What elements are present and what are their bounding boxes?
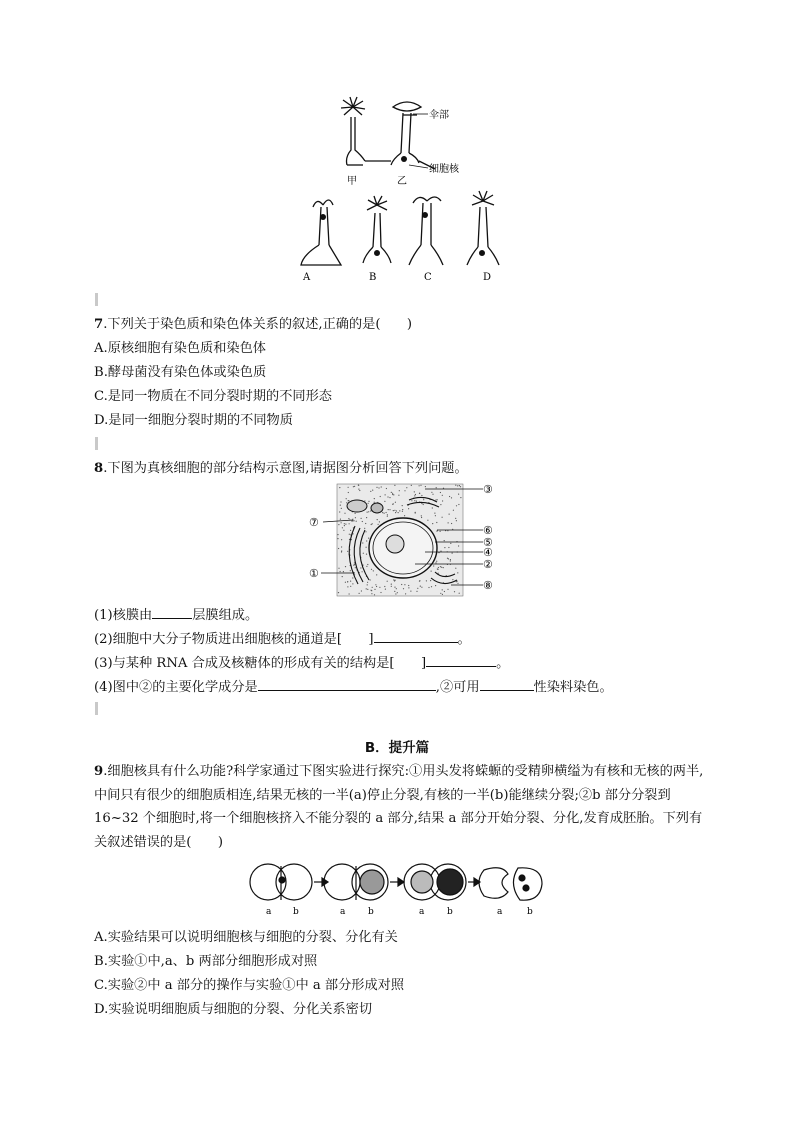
label-b: b (447, 907, 453, 917)
q9-option-b: B.实验①中,a、b 两部分细胞形成对照 (94, 954, 318, 969)
stem-text: .下列关于染色质和染色体关系的叙述,正确的是( ) (103, 317, 412, 332)
fig-label-8: ⑧ (483, 579, 493, 592)
option-label-d: D (483, 272, 492, 283)
label-jia: 甲 (347, 176, 357, 187)
question-9-stem (94, 760, 704, 854)
question-7-stem (94, 316, 412, 334)
label-a: a (419, 907, 425, 917)
newt-egg-experiment-figure (246, 862, 548, 918)
sub-text: 性染料染色。 (533, 680, 613, 695)
label-a: a (340, 907, 346, 917)
label-nucleus: 细胞核 (429, 164, 459, 175)
answer-blank[interactable] (480, 677, 534, 691)
stem-text: .下图为真核细胞的部分结构示意图,请据图分析回答下列问题。 (103, 461, 468, 476)
label-yi: 乙 (397, 176, 407, 187)
margin-marker (95, 702, 98, 715)
q8-sub-3 (94, 653, 509, 673)
q9-option-d: D.实验说明细胞质与细胞的分裂、分化关系密切 (94, 1002, 373, 1017)
q8-sub-1 (94, 605, 258, 625)
question-number: 7 (94, 317, 104, 332)
fig-label-5: ⑤ (483, 536, 493, 549)
acetabularia-figure (285, 95, 492, 290)
fig-label-1: ① (309, 567, 319, 580)
q8-sub-2 (94, 629, 471, 649)
answer-blank[interactable] (374, 629, 458, 643)
option-label-c: C (424, 272, 432, 283)
sub-text: (1)核膜由 (94, 608, 153, 623)
fig-label-3: ③ (483, 483, 493, 496)
label-b: b (293, 907, 299, 917)
label-a: a (266, 907, 272, 917)
margin-marker (95, 437, 98, 450)
fig-label-4: ④ (483, 546, 493, 559)
fig-label-7: ⑦ (309, 516, 319, 529)
q7-option-c: C.是同一物质在不同分裂时期的不同形态 (94, 389, 332, 404)
q8-sub-4 (94, 677, 613, 697)
sub-text: (4)图中②的主要化学成分是 (94, 680, 258, 695)
sub-text: 层膜组成。 (192, 608, 259, 623)
fig-label-2: ② (483, 558, 493, 571)
sub-text: 。 (496, 656, 510, 671)
answer-blank[interactable] (152, 605, 192, 619)
question-number: 8 (94, 461, 104, 476)
q7-option-a: A.原核细胞有染色质和染色体 (94, 341, 266, 356)
question-number: 9 (94, 764, 104, 779)
label-b: b (527, 907, 533, 917)
option-label-a: A (303, 272, 311, 283)
sub-text: 。 (457, 632, 471, 647)
sub-text: (3)与某种 RNA 合成及核糖体的形成有关的结构是[ ] (94, 656, 427, 671)
answer-blank[interactable] (258, 677, 436, 691)
sub-text: (2)细胞中大分子物质进出细胞核的通道是[ ] (94, 632, 374, 647)
fig-label-6: ⑥ (483, 524, 493, 537)
label-b: b (368, 907, 374, 917)
margin-marker (95, 293, 98, 306)
option-label-b: B (369, 272, 377, 283)
q9-option-a: A.实验结果可以说明细胞核与细胞的分裂、分化有关 (94, 930, 398, 945)
sub-text: ,②可用 (435, 680, 480, 695)
q9-option-c: C.实验②中 a 部分的操作与实验①中 a 部分形成对照 (94, 978, 405, 993)
answer-blank[interactable] (426, 653, 496, 667)
q7-option-d: D.是同一细胞分裂时期的不同物质 (94, 413, 293, 428)
q7-option-b: B.酵母菌没有染色体或染色质 (94, 365, 267, 380)
label-a: a (497, 907, 503, 917)
cell-structure-figure (305, 484, 495, 596)
question-8-stem (94, 460, 468, 478)
label-cap: 伞部 (429, 110, 449, 121)
section-title: B．提升篇 (364, 740, 430, 756)
stem-text: .细胞核具有什么功能?科学家通过下图实验进行探究:①用头发将蝾螈的受精卵横缢为有核和无核的两半,中间只有很少的细胞质相连,结果无核的一半(a)停止分裂,有核的一半(b)能继续分裂;②b 部分分裂到 16~32 个细胞时,将一个细胞核挤入不能分裂的 a 部分,结果 a 部分开始分裂、分化,发育成胚胎。下列有关叙述错误的是( ) (94, 764, 704, 850)
